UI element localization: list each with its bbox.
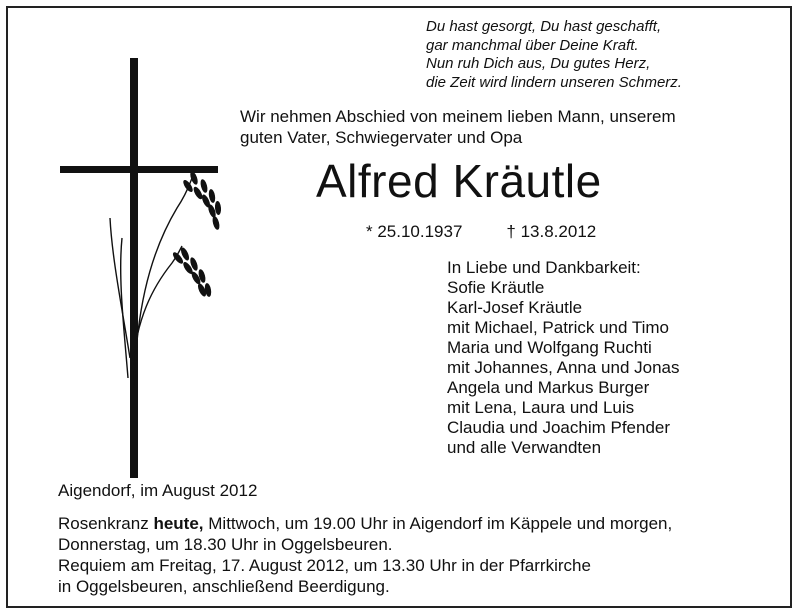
poem-line: Nun ruh Dich aus, Du gutes Herz, [426, 55, 651, 72]
deceased-name: Alfred Kräutle [316, 155, 602, 207]
mourner-line: mit Johannes, Anna und Jonas [447, 358, 680, 377]
poem-line: die Zeit wird lindern unseren Schmerz. [426, 73, 682, 91]
intro-text [240, 106, 676, 148]
cross-vertical-bar [130, 58, 138, 478]
intro-line: guten Vater, Schwiegervater und Opa [240, 128, 523, 147]
notice-line: in Oggelsbeuren, anschließend Beerdigung. [58, 577, 390, 596]
birth-date: * 25.10.1937 [366, 222, 463, 241]
mourner-line: Angela und Markus Burger [447, 378, 650, 397]
notice-line: Requiem am Freitag, 17. August 2012, um 13.30 Uhr in der Pfarrkirche [58, 556, 591, 575]
mourner-line: Claudia und Joachim Pfender [447, 418, 671, 437]
poem-line: gar manchmal über Deine Kraft. [426, 36, 639, 54]
notice-line [58, 513, 672, 534]
poem [426, 18, 682, 92]
mourner-line: Sofie Kräutle [447, 278, 545, 297]
rosary-label: Rosenkranz [58, 514, 149, 533]
wheat-head-icon [171, 170, 221, 297]
cross-horizontal-bar [60, 166, 218, 173]
cross-with-wheat-icon [52, 58, 262, 478]
rosary-details: Mittwoch, um 19.00 Uhr in Aigendorf im Käppele und morgen, [208, 514, 673, 533]
mourner-line: und alle Verwandten [447, 438, 602, 457]
mourners-heading: In Liebe und Dankbarkeit: [447, 258, 641, 277]
place-and-date: Aigendorf, im August 2012 [58, 481, 258, 500]
intro-line: Wir nehmen Abschied von meinem lieben Mann, unserem [240, 107, 676, 126]
mourner-line: Karl-Josef Kräutle [447, 298, 583, 317]
mourners-list [447, 258, 680, 458]
rosary-today: heute, [153, 514, 204, 533]
mourner-line: mit Lena, Laura und Luis [447, 398, 635, 417]
life-dates [366, 222, 596, 242]
service-notice [58, 513, 672, 597]
poem-line: Du hast gesorgt, Du hast geschafft, [426, 18, 662, 35]
death-date: † 13.8.2012 [506, 222, 597, 241]
mourner-line: Maria und Wolfgang Ruchti [447, 338, 652, 357]
mourner-line: mit Michael, Patrick und Timo [447, 318, 670, 337]
notice-line: Donnerstag, um 18.30 Uhr in Oggelsbeuren. [58, 535, 393, 554]
wheat-icon [110, 178, 192, 388]
